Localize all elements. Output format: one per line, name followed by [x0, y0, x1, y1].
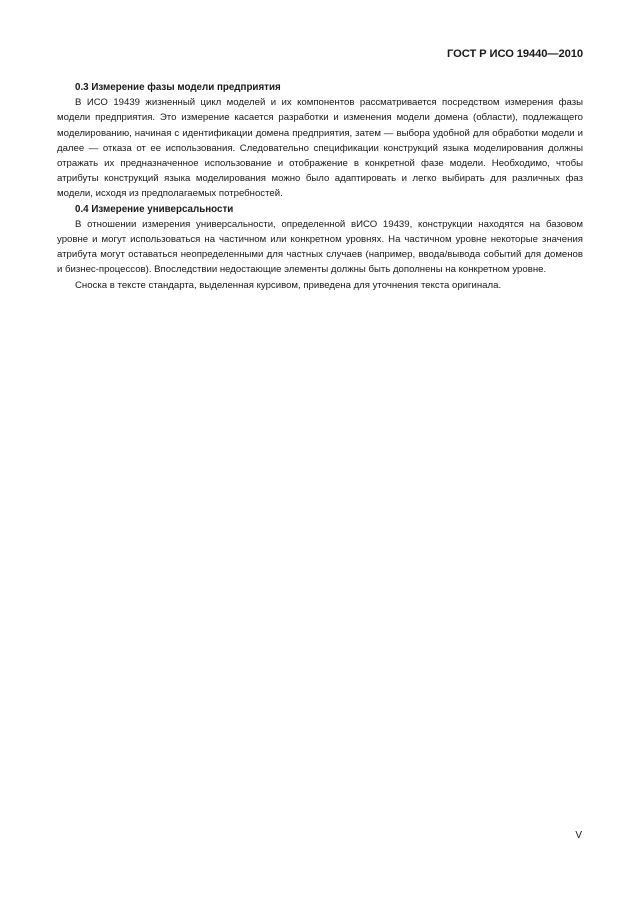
paragraph: В отношении измерения универсальности, определенной вИСО 19439, конструкции находятся на базовом уровне и могут использоваться на частичном или конкретном уровнях. На частичном уровне некоторые значения атрибута могут оставаться неопределенными для частных случаев (например, ввода/вывода событий для доменов и бизнес-процессов). Впоследствии недостающие элементы должны быть дополнены на конкретном уровне.: [57, 218, 583, 276]
section-title: 0.3 Измерение фазы модели предприятия: [75, 82, 281, 93]
page-number-label: V: [575, 830, 582, 841]
section-title: 0.4 Измерение универсальности: [75, 203, 234, 215]
document-header: [447, 48, 583, 60]
document-code: ГОСТ Р ИСО 19440—2010: [447, 48, 583, 60]
document-body: [57, 80, 583, 293]
page-number: [575, 830, 582, 841]
paragraph: Сноска в тексте стандарта, выделенная курсивом, приведена для уточнения текста оригинала.: [75, 279, 502, 291]
section-0-4: [57, 202, 583, 293]
paragraph: В ИСО 19439 жизненный цикл моделей и их компонентов рассматривается посредством измерения фазы модели предприятия. Это измерение касается разработки и изменения модели домена (области), подлежащего моделированию, начиная с идентификации домена предприятия, затем — выбора удобной для обработки модели и далее — отказа от ее использования. Следовательно спецификации конструкций языка моделирования должны отражать их предназначенное использование и отображение в конкретной фазе модели. Необходимо, чтобы атрибуты конструкций языка моделирования можно было адаптировать и легко выбирать для различных фаз модели, исходя из предполагаемых потребностей.: [57, 97, 583, 200]
section-0-3: [57, 80, 583, 202]
